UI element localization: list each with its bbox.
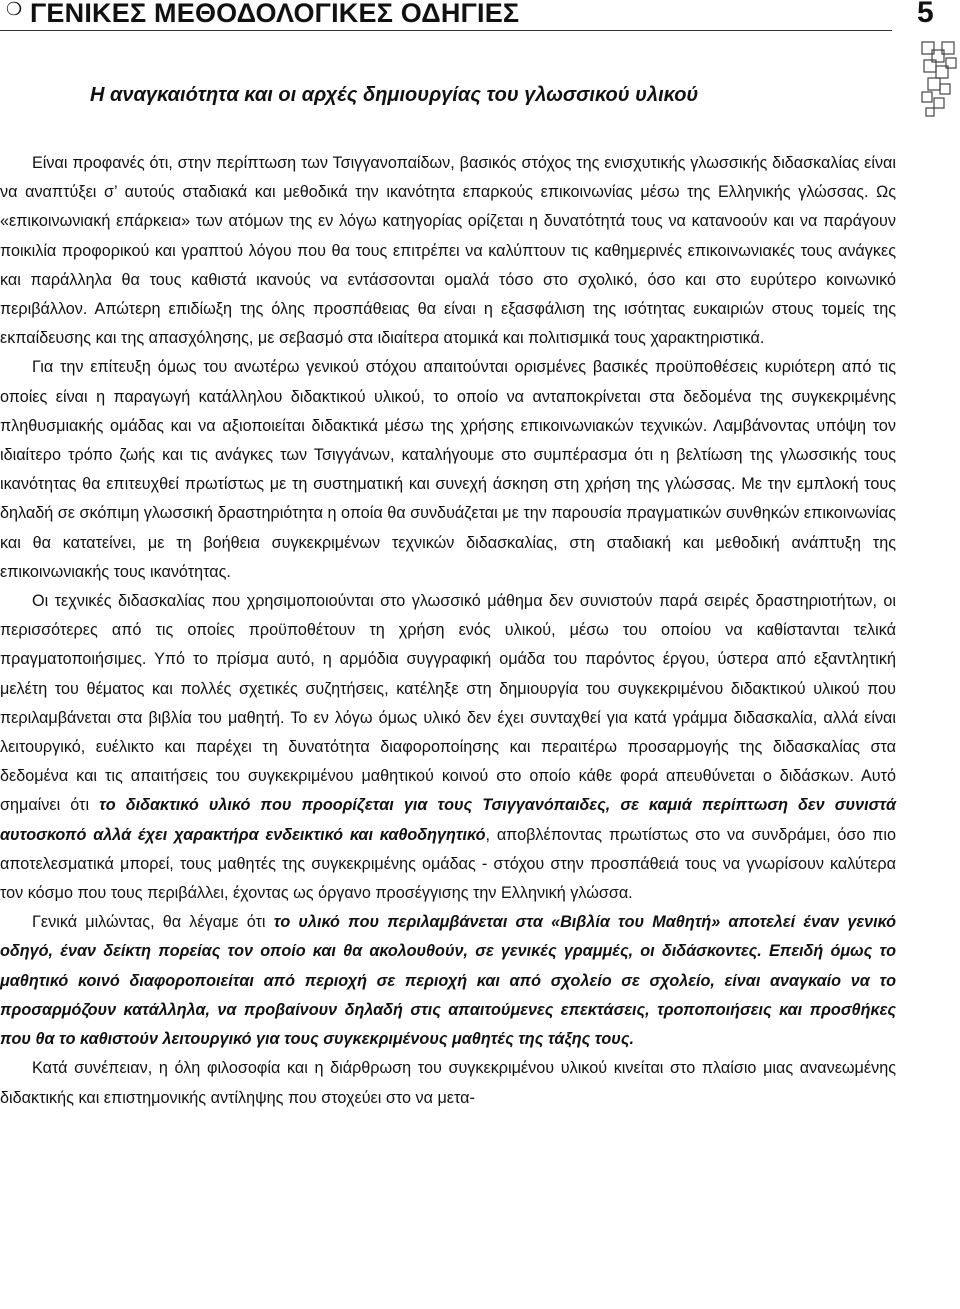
emphasis-text: το διδακτικό υλικό που προορίζεται για τους Τσιγγανόπαιδες, σε καμιά περίπτωση δεν συνιστά αυτοσκοπό αλλά έχει χαρακτήρα ενδεικτικό και καθοδηγητικό xyxy=(0,796,896,844)
paragraph: Είναι προφανές ότι, στην περίπτωση των Τσιγγανοπαίδων, βασικός στόχος της ενισχυτικής γλωσσικής διδασκαλίας είναι να αναπτύξει σ’ αυτούς σταδιακά και μεθοδικά την ικανότητα επαρκούς επικοινωνίας μέσω της Ελληνικής γλώσσας. Ως «επικοινωνιακή επάρκεια» των ατόμων της εν λόγω κατηγορίας ορίζεται η δυνατότητά τους να κατανοούν και να παράγουν ποικιλία προφορικού και γραπτού λόγου που θα τους επιτρέπει να καλύπτουν τις καθημερινές επικοινωνιακές τους ανάγκες και παράλληλα θα τους καθιστά ικανούς να εντάσσονται ομαλά τόσο στο σχολικό, όσο και στο ευρύτερο κοινωνικό περιβάλλον. Απώτερη επιδίωξη της όλης προσπάθειας θα είναι η εξασφάλιση της ισότητας ευκαιριών στους τομείς της εκπαίδευσης και της απασχόλησης, με σεβασμό στα ιδιαίτερα ατομικά και πολιτισμικά τους χαρακτηριστικά. xyxy=(0,154,896,348)
page-header xyxy=(0,0,960,40)
stacked-squares-icon xyxy=(918,40,960,120)
emphasis-text: το υλικό που περιλαμβάνεται στα «Βιβλία του Μαθητή» αποτελεί έναν γενικό οδηγό, έναν δείκτη πορείας τον οποίο και θα ακολουθούν, σε γενικές γραμμές, οι διδάσκοντες. Επειδή όμως το μαθητικό κοινό διαφοροποιείται από περιοχή σε περιοχή και από σχολείο σε σχολείο, είναι αναγκαίο να το προσαρμόζουν κατάλληλα, να προβαίνουν δηλαδή στις απαιτούμενες επεκτάσεις, τροποποιήσεις και προσθήκες που θα το καθιστούν λειτουργικό για τους συγκεκριμένους μαθητές της τάξης τους. xyxy=(0,913,896,1049)
paragraph-text: Οι τεχνικές διδασκαλίας που χρησιμοποιούνται στο γλωσσικό μάθημα δεν συνιστούν παρά σειρές δραστηριοτήτων, οι περισσότερες από τις οποίες προϋποθέτουν τη χρήση ενός υλικού, μέσω του οποίου να καθίστανται τελικά πραγματοποιήσιμες. Υπό το πρίσμα αυτό, η αρμόδια συγγραφική ομάδα του παρόντος έργου, ύστερα από εξαντλητική μελέτη του θέματος και πολλές σχετικές συζητήσεις, κατέληξε στη δημιουργία του συγκεκριμένου διδακτικού υλικού που περιλαμβάνεται στα βιβλία του μαθητή. Το εν λόγω όμως υλικό δεν έχει συνταχθεί για κατά γράμμα διδασκαλία, αλλά είναι λειτουργικό, ευέλικτο και παρέχει τη δυνατότητα διαφοροποίησης και περαιτέρω προσαρμογής της διδασκαλίας στα δεδομένα και τις απαιτήσεις του συγκεκριμένου μαθητικού κοινού στο οποίο κάθε φορά απευθύνεται ο διδάσκων. Αυτό σημαίνει ότι xyxy=(0,592,896,815)
paragraph: Για την επίτευξη όμως του ανωτέρω γενικού στόχου απαιτούνται ορισμένες βασικές προϋποθέσεις κυριότερη από τις οποίες είναι η παραγωγή κατάλληλου διδακτικού υλικού, το οποίο να ανταποκρίνεται στα δεδομένα της συγκεκριμένης πληθυσμιακής ομάδας και να αξιοποιείται διδακτικά μέσω της χρήσης επικοινωνιακών τεχνικών. Λαμβάνοντας υπόψη τον ιδιαίτερο τρόπο ζωής και τις ανάγκες των Τσιγγάνων, καταλήγουμε στο συμπέρασμα ότι η βελτίωση της γλωσσικής τους ικανότητας θα επιτευχθεί πρωτίστως με τη συστηματική και συνεχή άσκηση στη χρήση της γλώσσας. Με την εμπλοκή τους δηλαδή σε σκόπιμη γλωσσική δραστηριότητα η οποία θα συνδυάζεται με την παρουσία πραγματικών συνθηκών επικοινωνίας και θα κατατείνει, με τη βοήθεια συγκεκριμένων τεχνικών διδασκαλίας, στη σταδιακή και μεθοδική ανάπτυξη της επικοινωνιακής τους ικανότητας. xyxy=(0,358,896,581)
paragraph-text: , αποβλέποντας πρωτίστως στο να συνδράμει, όσο πιο αποτελεσματικά μπορεί, τους μαθητές της συγκεκριμένης ομάδας - στόχου στην προσπάθειά τους να γνωρίσουν καλύτερα τον κόσμο που τους περιβάλλει, έχοντας ως όργανο προσέγγισης την Ελληνική γλώσσα. xyxy=(0,825,896,903)
paragraph xyxy=(0,587,896,908)
body-text xyxy=(0,149,896,1113)
bullet-icon: ❍ xyxy=(6,0,23,19)
section-title: ΓΕΝΙΚΕΣ ΜΕΘΟΔΟΛΟΓΙΚΕΣ ΟΔΗΓΙΕΣ xyxy=(30,0,520,28)
paragraph-text: Γενικά μιλώντας, θα λέγαμε ότι xyxy=(32,913,274,932)
subtitle: Η αναγκαιότητα και οι αρχές δημιουργίας του γλωσσικού υλικού xyxy=(90,84,699,106)
header-rule xyxy=(0,30,892,31)
paragraph xyxy=(0,908,896,1054)
paragraph: Κατά συνέπειαν, η όλη φιλοσοφία και η διάρθρωση του συγκεκριμένου υλικού κινείται στο πλαίσιο μιας ανανεωμένης διδακτικής και επιστημονικής αντίληψης που στοχεύει στο να μετα- xyxy=(0,1059,896,1107)
page-number: 5 xyxy=(917,0,934,29)
